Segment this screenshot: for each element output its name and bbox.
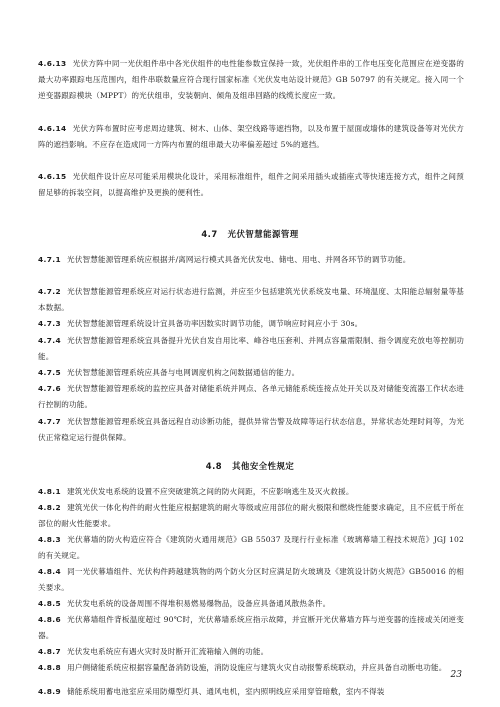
clause-4-7-2 <box>38 284 464 316</box>
clause-text: 光伏幕墙的防火构造应符合《建筑防火通用规范》GB 55037 及现行行业标准《玻璃幕墙工程技术规范》JGJ 102 的有关规定。 <box>38 535 464 561</box>
clause-4-8-7 <box>38 644 464 660</box>
clause-text: 光伏方阵布置时应考虑周边建筑、树木、山体、架空线路等遮挡物，以及布置于屋面或墙体的建筑设备等对光伏方阵的遮挡影响。不应存在造成同一方阵内布置的组串最大功率偏差超过 5%的遮挡。 <box>38 124 464 150</box>
clause-number: 4.7.7 <box>38 417 62 426</box>
clause-4-8-5 <box>38 596 464 612</box>
clause-4-7-6 <box>38 381 464 413</box>
clause-number: 4.8.8 <box>38 663 62 672</box>
clause-number: 4.7.3 <box>38 319 62 328</box>
clause-text: 光伏智慧能源管理系统应具备与电网调度机构之间数据通信的能力。 <box>67 368 300 377</box>
clause-text: 储能系统用蓄电池室应采用防爆型灯具、通风电机，室内照明线应采用穿管暗敷，室内不得装 <box>67 687 385 696</box>
clause-text: 光伏发电系统应有遇火灾时及时断开汇流箱输入侧的功能。 <box>67 647 269 656</box>
clause-number: 4.8.7 <box>38 647 62 656</box>
clause-text: 光伏智慧能源管理系统设计宜具备功率因数实时调节功能，调节响应时间应小于 30s。 <box>67 319 363 328</box>
clause-text: 建筑光伏一体化构件的耐火性能应根据建筑的耐火等级或应用部位的耐火极限和燃烧性能要求确定，且不应低于所在部位的耐火性能要求。 <box>38 503 464 529</box>
clause-number: 4.8.9 <box>38 687 62 696</box>
clause-text: 光伏智慧能源管理系统的监控应具备对储能系统并网点、各单元储能系统连接点处开关以及对储能变流器工作状态进行控制的功能。 <box>38 384 464 410</box>
clause-text: 用户侧储能系统应根据容量配备消防设施，消防设施应与建筑火灾自动报警系统联动，并应具备自动断电功能。 <box>67 663 447 672</box>
clause-text: 光伏发电系统的设备周围不得堆积易燃易爆物品，设备应具备通风散热条件。 <box>67 599 331 608</box>
clause-number: 4.8.4 <box>38 567 62 576</box>
clause-number: 4.8.5 <box>38 599 62 608</box>
clause-4-7-3 <box>38 316 464 332</box>
clause-number: 4.7.2 <box>38 287 62 296</box>
clause-number: 4.8.3 <box>38 535 62 544</box>
section-title: 其他安全性规定 <box>232 461 295 471</box>
page-number: 23 <box>450 670 462 680</box>
section-heading-4-7 <box>0 227 500 241</box>
clause-text: 光伏智慧能源管理系统宜具备提升光伏自发自用比率、峰谷电压套利、并网点容量需限制、指令调度充放电等控制功能。 <box>38 336 464 362</box>
clause-text: 光伏智慧能源管理系统应对运行状态进行监测，并应至少包括建筑光伏系统发电量、环境温度、太阳能总辐射量等基本数据。 <box>38 287 464 313</box>
clause-4-8-2 <box>38 500 464 532</box>
clause-4-8-4 <box>38 564 464 596</box>
clause-text: 光伏智慧能源管理系统应根据并/离网运行模式具备光伏发电、储电、用电、并网各环节的调节功能。 <box>67 255 411 264</box>
clause-4-8-9 <box>38 684 464 700</box>
clause-4-6-15 <box>38 169 464 201</box>
clause-number: 4.8.1 <box>38 487 62 496</box>
clause-number: 4.7.4 <box>38 336 62 345</box>
clause-number: 4.7.6 <box>38 384 62 393</box>
clause-4-7-7 <box>38 414 464 446</box>
clause-text: 建筑光伏发电系统的设置不应突破建筑之间的防火间距，不应影响逃生及灭火救援。 <box>67 487 354 496</box>
section-title: 光伏智慧能源管理 <box>227 229 299 239</box>
clause-number: 4.7.1 <box>38 255 62 264</box>
clause-4-7-4 <box>38 333 464 365</box>
clause-number: 4.7.5 <box>38 368 62 377</box>
clause-4-6-14 <box>38 121 464 153</box>
clause-text: 同一光伏幕墙组件、光伏构件跨越建筑物的两个防火分区时应满足防火玻璃及《建筑设计防火规范》GB50016 的相关要求。 <box>38 567 464 593</box>
clause-4-6-13 <box>38 56 464 105</box>
clause-4-7-5 <box>38 365 464 381</box>
clause-text: 光伏幕墙组件背板温度超过 90℃时，光伏幕墙系统应指示故障，并宜断开光伏幕墙方阵与逆变器的连接或关闭逆变器。 <box>38 615 464 641</box>
clause-text: 光伏方阵中同一光伏组件串中各光伏组件的电性能参数宜保持一致，光伏组件串的工作电压变化范围应在逆变器的最大功率跟踪电压范围内，组件串联数量应符合现行国家标准《光伏发电站设计规范》GB 50797 的有关规定。接入同一个逆变器跟踪模块（MPPT）的光伏组串，安装朝向、倾角及组串回路的线缆长度应一致。 <box>38 59 464 101</box>
clause-number: 4.8.6 <box>38 615 62 624</box>
section-number: 4.7 <box>201 229 218 239</box>
clause-number: 4.6.14 <box>38 124 67 133</box>
clause-number: 4.8.2 <box>38 503 62 512</box>
clause-4-8-1 <box>38 484 464 500</box>
clause-text: 光伏智慧能源管理系统宜具备远程自动诊断功能，提供异常告警及故障等运行状态信息，异常状态处理时间等，为光伏正常稳定运行提供保障。 <box>38 417 464 443</box>
section-heading-4-8 <box>0 459 500 473</box>
clause-number: 4.6.15 <box>38 172 67 181</box>
clause-4-8-3 <box>38 532 464 564</box>
section-number: 4.8 <box>205 461 223 471</box>
clause-number: 4.6.13 <box>38 59 67 68</box>
clause-text: 光伏组件设计应尽可能采用模块化设计，采用标准组件，组件之间采用插头或插座式等快速连接方式，组件之间预留足够的拆装空间，以提高维护及更换的便利性。 <box>38 172 464 198</box>
clause-4-7-1 <box>38 252 464 268</box>
clause-4-8-6 <box>38 612 464 644</box>
clause-4-8-8 <box>38 660 464 676</box>
